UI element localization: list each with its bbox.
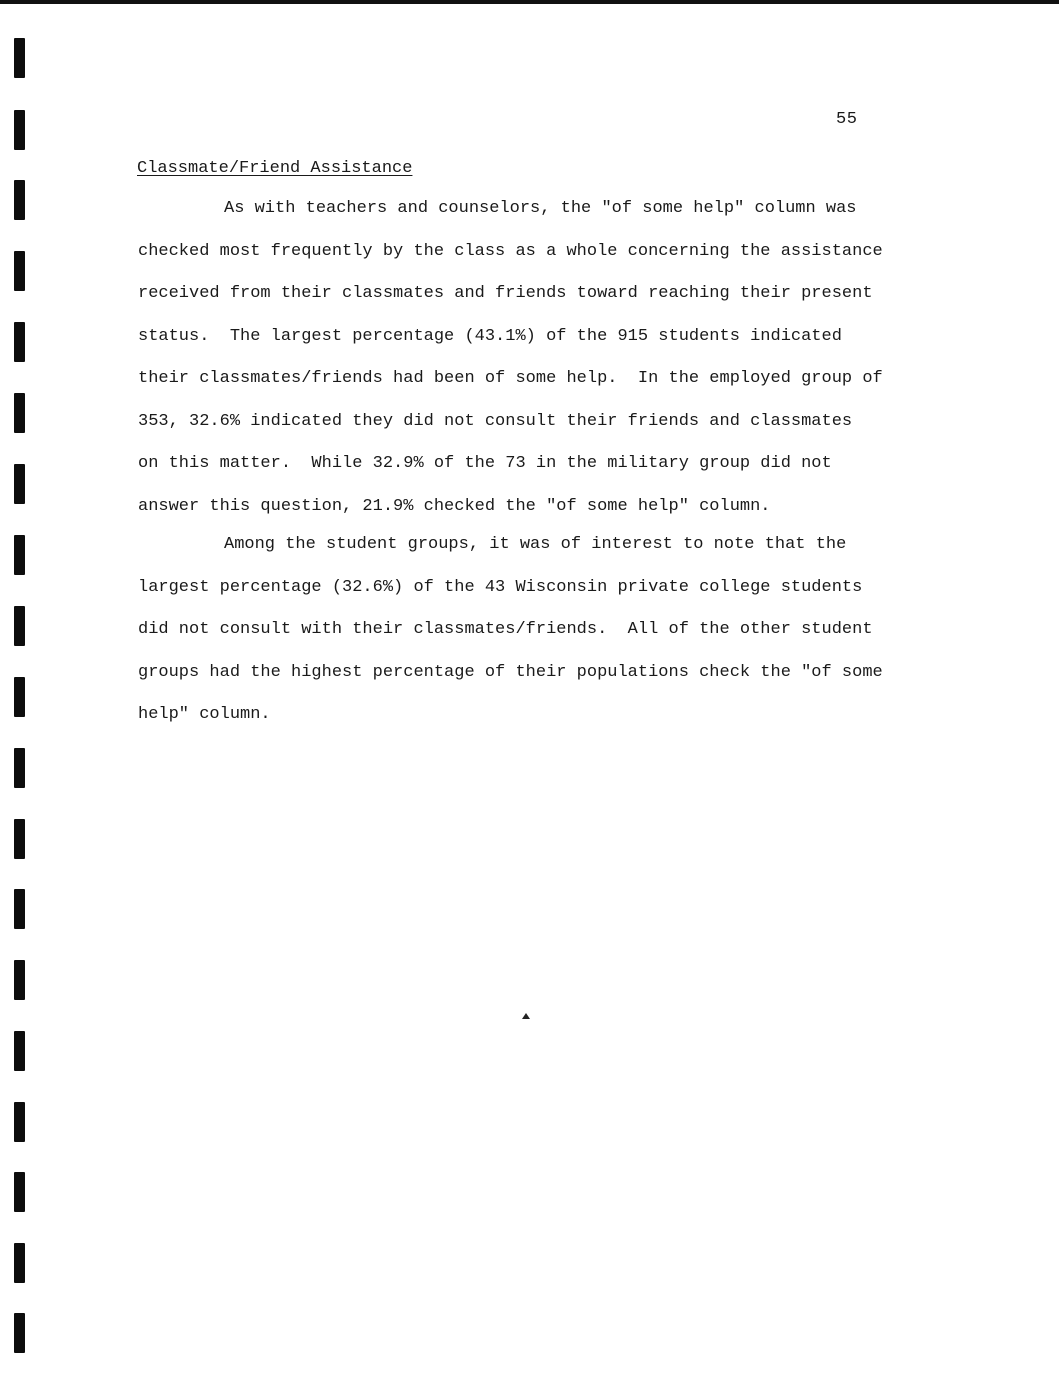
text-line: checked most frequently by the class as a whole concerning the assistance — [138, 241, 883, 261]
binding-hole — [14, 1243, 25, 1283]
binding-hole — [14, 393, 25, 433]
text-line: groups had the highest percentage of their populations check the "of some — [138, 662, 883, 682]
binding-hole — [14, 960, 25, 1000]
text-line: status. The largest percentage (43.1%) of the 915 students indicated — [138, 326, 842, 346]
binding-hole — [14, 38, 25, 78]
binding-hole — [14, 819, 25, 859]
paragraph-2 — [138, 524, 908, 737]
text-line: their classmates/friends had been of some help. In the employed group of — [138, 369, 883, 388]
page-top-edge — [0, 0, 1059, 4]
text-line: answer this question, 21.9% checked the "of some help" column. — [138, 496, 771, 516]
binding-hole — [14, 1031, 25, 1071]
binding-hole — [14, 251, 25, 291]
binding-hole — [14, 180, 25, 220]
text-line: 353, 32.6% indicated they did not consult their friends and classmates — [138, 411, 853, 431]
binding-hole — [14, 1102, 25, 1142]
binding-holes — [0, 0, 40, 1380]
text-line: As with teachers and counselors, the "of some help" column was — [224, 199, 857, 218]
page-number: 55 — [836, 110, 858, 129]
section-heading: Classmate/Friend Assistance — [137, 159, 413, 178]
binding-hole — [14, 464, 25, 504]
binding-hole — [14, 535, 25, 575]
text-line: did not consult with their classmates/friends. All of the other student — [138, 620, 873, 639]
scan-speck — [522, 1013, 530, 1019]
paragraph-1 — [138, 188, 908, 528]
text-line: received from their classmates and friends toward reaching their present — [138, 284, 873, 303]
binding-hole — [14, 606, 25, 646]
binding-hole — [14, 322, 25, 362]
text-line: on this matter. While 32.9% of the 73 in the military group did not — [138, 454, 832, 473]
binding-hole — [14, 677, 25, 717]
binding-hole — [14, 889, 25, 929]
text-line: help" column. — [138, 705, 271, 724]
binding-hole — [14, 110, 25, 150]
text-line: Among the student groups, it was of interest to note that the — [224, 535, 847, 554]
binding-hole — [14, 1313, 25, 1353]
text-line: largest percentage (32.6%) of the 43 Wisconsin private college students — [138, 577, 863, 597]
binding-hole — [14, 748, 25, 788]
binding-hole — [14, 1172, 25, 1212]
